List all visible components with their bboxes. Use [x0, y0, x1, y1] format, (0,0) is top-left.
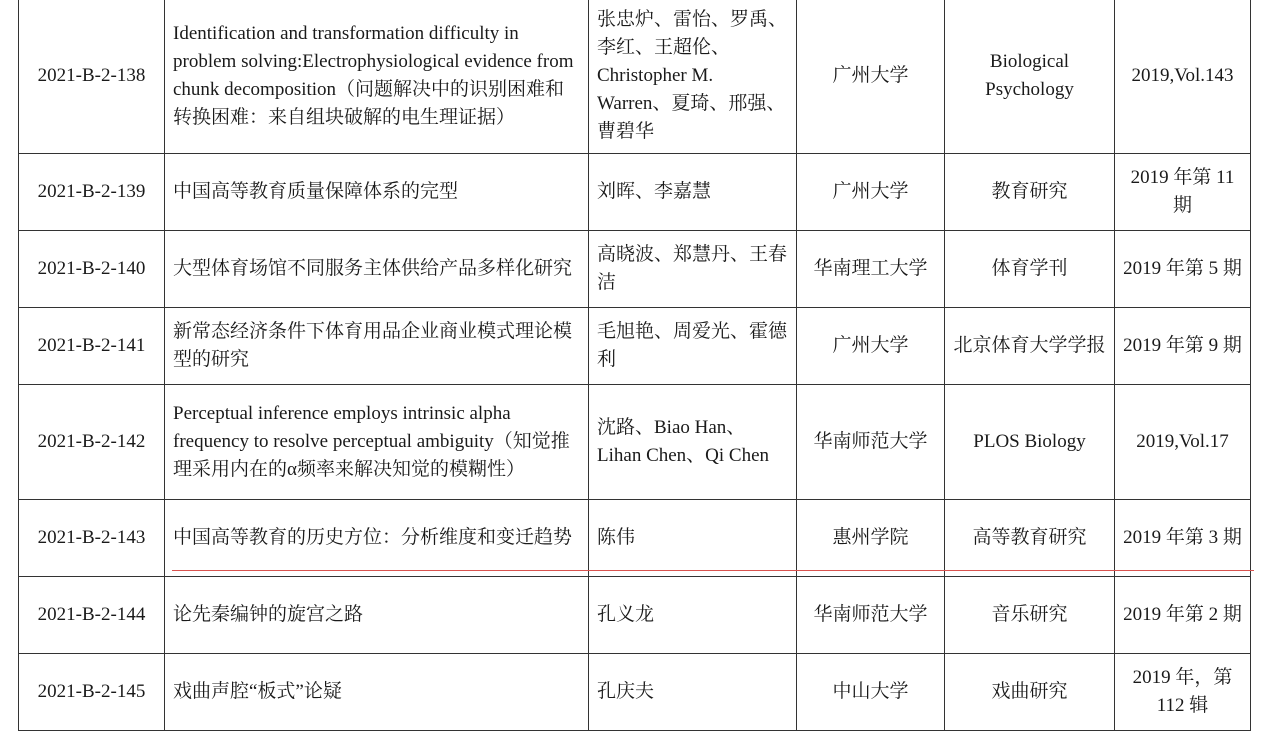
row-authors-cell: 毛旭艳、周爱光、霍德利	[589, 307, 797, 384]
row-date-cell: 2019 年，第 112 辑	[1115, 653, 1251, 730]
row-authors-cell: 陈伟	[589, 499, 797, 576]
row-journal-cell: 体育学刊	[945, 230, 1115, 307]
row-journal-cell: 教育研究	[945, 153, 1115, 230]
row-title-cell: 中国高等教育的历史方位：分析维度和变迁趋势	[165, 499, 589, 576]
row-authors-cell: 刘晖、李嘉慧	[589, 153, 797, 230]
row-journal-cell: 北京体育大学学报	[945, 307, 1115, 384]
row-authors-cell: 孔庆夫	[589, 653, 797, 730]
row-title-cell: 新常态经济条件下体育用品企业商业模式理论模型的研究	[165, 307, 589, 384]
row-id-cell: 2021-B-2-144	[19, 576, 165, 653]
row-institution-cell: 中山大学	[797, 653, 945, 730]
table-row	[19, 307, 1251, 384]
table-body	[19, 0, 1251, 730]
row-journal-cell: 高等教育研究	[945, 499, 1115, 576]
row-title-cell: 论先秦编钟的旋宫之路	[165, 576, 589, 653]
row-authors-cell: 沈路、Biao Han、Lihan Chen、Qi Chen	[589, 384, 797, 499]
row-authors-cell: 张忠炉、雷怡、罗禹、李红、王超伦、Christopher M. Warren、夏琦、邢强、曹碧华	[589, 0, 797, 153]
row-id-cell: 2021-B-2-143	[19, 499, 165, 576]
table-row	[19, 499, 1251, 576]
row-date-cell: 2019 年第 3 期	[1115, 499, 1251, 576]
row-title-cell: 戏曲声腔“板式”论疑	[165, 653, 589, 730]
row-journal-cell: 音乐研究	[945, 576, 1115, 653]
row-date-cell: 2019 年第 5 期	[1115, 230, 1251, 307]
row-id-cell: 2021-B-2-145	[19, 653, 165, 730]
table-row	[19, 384, 1251, 499]
table-row	[19, 576, 1251, 653]
row-institution-cell: 广州大学	[797, 307, 945, 384]
table-row	[19, 230, 1251, 307]
row-id-cell: 2021-B-2-142	[19, 384, 165, 499]
row-title-cell: Perceptual inference employs intrinsic alpha frequency to resolve perceptual ambiguity（知觉推理采用内在的α频率来解决知觉的模糊性）	[165, 384, 589, 499]
row-journal-cell: PLOS Biology	[945, 384, 1115, 499]
row-date-cell: 2019,Vol.17	[1115, 384, 1251, 499]
row-authors-cell: 高晓波、郑慧丹、王春洁	[589, 230, 797, 307]
row-title-cell: 中国高等教育质量保障体系的完型	[165, 153, 589, 230]
table-row	[19, 153, 1251, 230]
row-date-cell: 2019 年第 9 期	[1115, 307, 1251, 384]
row-journal-cell: 戏曲研究	[945, 653, 1115, 730]
row-id-cell: 2021-B-2-138	[19, 0, 165, 153]
row-id-cell: 2021-B-2-139	[19, 153, 165, 230]
row-date-cell: 2019 年第 2 期	[1115, 576, 1251, 653]
row-title-cell: Identification and transformation difficulty in problem solving:Electrophysiological evidence from chunk decomposition（问题解决中的识别困难和转换困难：来自组块破解的电生理证据）	[165, 0, 589, 153]
row-institution-cell: 华南理工大学	[797, 230, 945, 307]
row-institution-cell: 广州大学	[797, 153, 945, 230]
row-institution-cell: 广州大学	[797, 0, 945, 153]
table-row	[19, 0, 1251, 153]
row-id-cell: 2021-B-2-140	[19, 230, 165, 307]
row-institution-cell: 惠州学院	[797, 499, 945, 576]
row-date-cell: 2019,Vol.143	[1115, 0, 1251, 153]
row-institution-cell: 华南师范大学	[797, 576, 945, 653]
row-institution-cell: 华南师范大学	[797, 384, 945, 499]
awards-table	[18, 0, 1251, 731]
table-row	[19, 653, 1251, 730]
red-underline-mark	[172, 570, 1254, 571]
row-title-cell: 大型体育场馆不同服务主体供给产品多样化研究	[165, 230, 589, 307]
row-date-cell: 2019 年第 11 期	[1115, 153, 1251, 230]
row-journal-cell: Biological Psychology	[945, 0, 1115, 153]
row-authors-cell: 孔义龙	[589, 576, 797, 653]
row-id-cell: 2021-B-2-141	[19, 307, 165, 384]
